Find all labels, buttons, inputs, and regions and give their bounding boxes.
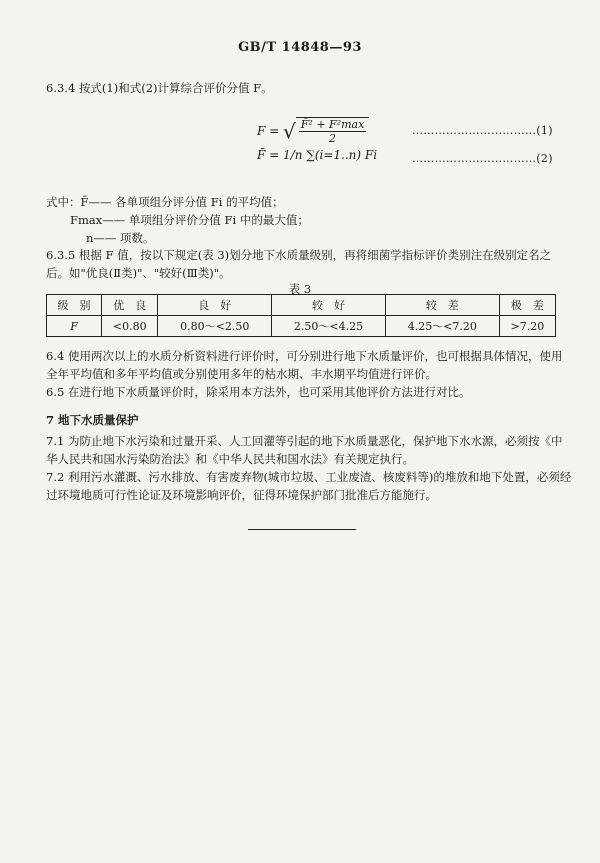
clause-7-1-line-2: 华人民共和国水污染防治法》和《中华人民共和国水法》有关规定执行。 [46, 452, 414, 466]
table-header-cell: 极 差 [499, 295, 555, 316]
formula-2-expression: 1/n ∑(i=1..n) Fi [283, 148, 378, 162]
clause-6-3-5-line-2: 后。如"优良(Ⅱ类)"、"较好(Ⅲ类)"。 [46, 266, 231, 280]
formula-1 [257, 117, 369, 145]
clause-7-1-line-1: 7.1 为防止地下水污染和过量开采、人工回灌等引起的地下水质量恶化，保护地下水水源，必须按《中 [46, 434, 563, 448]
page-header: GB/T 14848—93 [238, 40, 362, 55]
formula-2-number: ……………………………(2) [412, 152, 553, 165]
legend-line-1: 式中：F̄—— 各单项组分评分值 Fi 的平均值； [46, 195, 284, 209]
clause-6-4-line-1: 6.4 使用两次以上的水质分析资料进行评价时，可分别进行地下水质量评价，也可根据具体情况，使用 [46, 349, 563, 363]
table-header-cell: 优 良 [102, 295, 158, 316]
clause-7-2-line-2: 过环境地质可行性论证及环境影响评价，征得环境保护部门批准后方能施行。 [46, 488, 437, 502]
clause-6-5: 6.5 在进行地下水质量评价时，除采用本方法外，也可采用其他评价方法进行对比。 [46, 385, 471, 399]
clause-6-3-5-line-1: 6.3.5 根据 F 值，按以下规定(表 3)划分地下水质量级别，再将细菌学指标评价类别注在级别定名之 [46, 248, 552, 262]
table-header-cell: 较 好 [272, 295, 386, 316]
table-3 [46, 294, 556, 337]
table-3-caption: 表 3 [288, 282, 312, 296]
table-cell: 2.50～<4.25 [272, 316, 386, 337]
table-cell: >7.20 [499, 316, 555, 337]
table-cell: <0.80 [102, 316, 158, 337]
table-cell: F [47, 316, 102, 337]
table-header-cell: 级 别 [47, 295, 102, 316]
table-row [47, 316, 556, 337]
table-cell: 0.80～<2.50 [158, 316, 272, 337]
clause-7-2-line-1: 7.2 利用污水灌溉、污水排放、有害废弃物(城市垃圾、工业废渣、核废料等)的堆放和地下处置，必须经 [46, 470, 572, 484]
table-header-row [47, 295, 556, 316]
sqrt-radicand [296, 117, 370, 145]
sqrt-sign-icon: √ [283, 119, 296, 144]
table-header-cell: 较 差 [385, 295, 499, 316]
end-rule [248, 529, 356, 530]
formula-1-denominator: 2 [329, 132, 337, 145]
formula-1-number: ……………………………(1) [412, 124, 553, 137]
formula-2-lhs: F̄ = [257, 148, 280, 162]
table-cell: 4.25～<7.20 [385, 316, 499, 337]
section-7-title: 7 地下水质量保护 [46, 413, 139, 427]
legend-line-3: n—— 项数。 [86, 231, 155, 245]
formula-1-fraction [299, 118, 367, 145]
legend-line-2: Fmax—— 单项组分评价分值 Fi 中的最大值； [70, 213, 309, 227]
clause-6-3-4: 6.3.4 按式(1)和式(2)计算综合评价分值 F。 [46, 81, 273, 95]
table-header-cell: 良 好 [158, 295, 272, 316]
formula-1-lhs: F = [257, 124, 280, 138]
formula-1-numerator: F̄² + F²max [300, 118, 365, 131]
clause-6-4-line-2: 全年平均值和多年平均值或分别使用多年的枯水期、丰水期平均值进行评价。 [46, 367, 437, 381]
formula-2 [257, 148, 377, 162]
